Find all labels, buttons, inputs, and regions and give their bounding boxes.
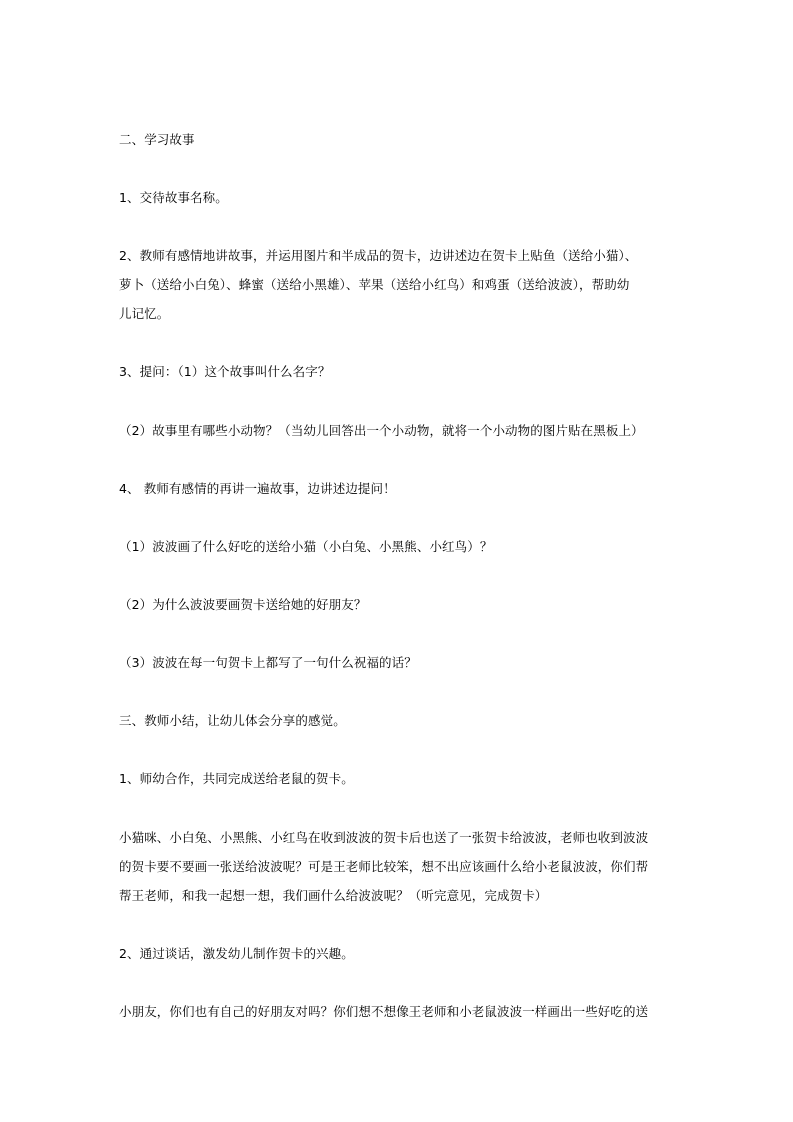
step-2-line-2: 萝卜（送给小白兔）、蜂蜜（送给小黑雄）、苹果（送给小红鸟）和鸡蛋（送给波波），帮助幼 — [119, 277, 630, 292]
summary-step-1: 1、师幼合作，共同完成送给老鼠的贺卡。 — [119, 771, 354, 786]
section-heading-learn-story: 二、学习故事 — [119, 132, 195, 147]
step-4-question-1: （1）波波画了什么好吃的送给小猫（小白兔、小黑熊、小红鸟）？ — [119, 539, 493, 554]
summary-paragraph-line-2: 的贺卡要不要画一张送给波波呢？可是王老师比较笨，想不出应该画什么给小老鼠波波，你们帮 — [119, 859, 649, 874]
step-4-question-2: （2）为什么波波要画贺卡送给她的好朋友？ — [119, 597, 367, 612]
step-1-story-name: 1、交待故事名称。 — [119, 190, 228, 205]
step-2-line-1: 2、教师有感情地讲故事，并运用图片和半成品的贺卡，边讲述边在贺卡上贴鱼（送给小猫）、 — [119, 248, 638, 263]
summary-paragraph-line-3: 帮王老师，和我一起想一想，我们画什么给波波呢？（听完意见，完成贺卡） — [119, 888, 548, 903]
summary-step-2: 2、通过谈话，激发幼儿制作贺卡的兴趣。 — [119, 946, 354, 961]
closing-paragraph-line-1: 小朋友，你们也有自己的好朋友对吗？你们想不想像王老师和小老鼠波波一样画出一些好吃的送 — [119, 1004, 649, 1019]
step-4-question-3: （3）波波在每一句贺卡上都写了一句什么祝福的话？ — [119, 655, 417, 670]
step-4-retell: 4、 教师有感情的再讲一遍故事，边讲述边提问！ — [119, 481, 396, 496]
summary-paragraph-line-1: 小猫咪、小白兔、小黑熊、小红鸟在收到波波的贺卡后也送了一张贺卡给波波，老师也收到波波 — [119, 830, 649, 845]
step-3-question-1: 3、提问：（1）这个故事叫什么名字？ — [119, 364, 331, 379]
section-heading-summary: 三、教师小结，让幼儿体会分享的感觉。 — [119, 713, 346, 728]
step-2-line-3: 儿记忆。 — [119, 306, 170, 321]
step-3-question-2: （2）故事里有哪些小动物？（当幼儿回答出一个小动物，就将一个小动物的图片贴在黑板上） — [119, 423, 644, 438]
